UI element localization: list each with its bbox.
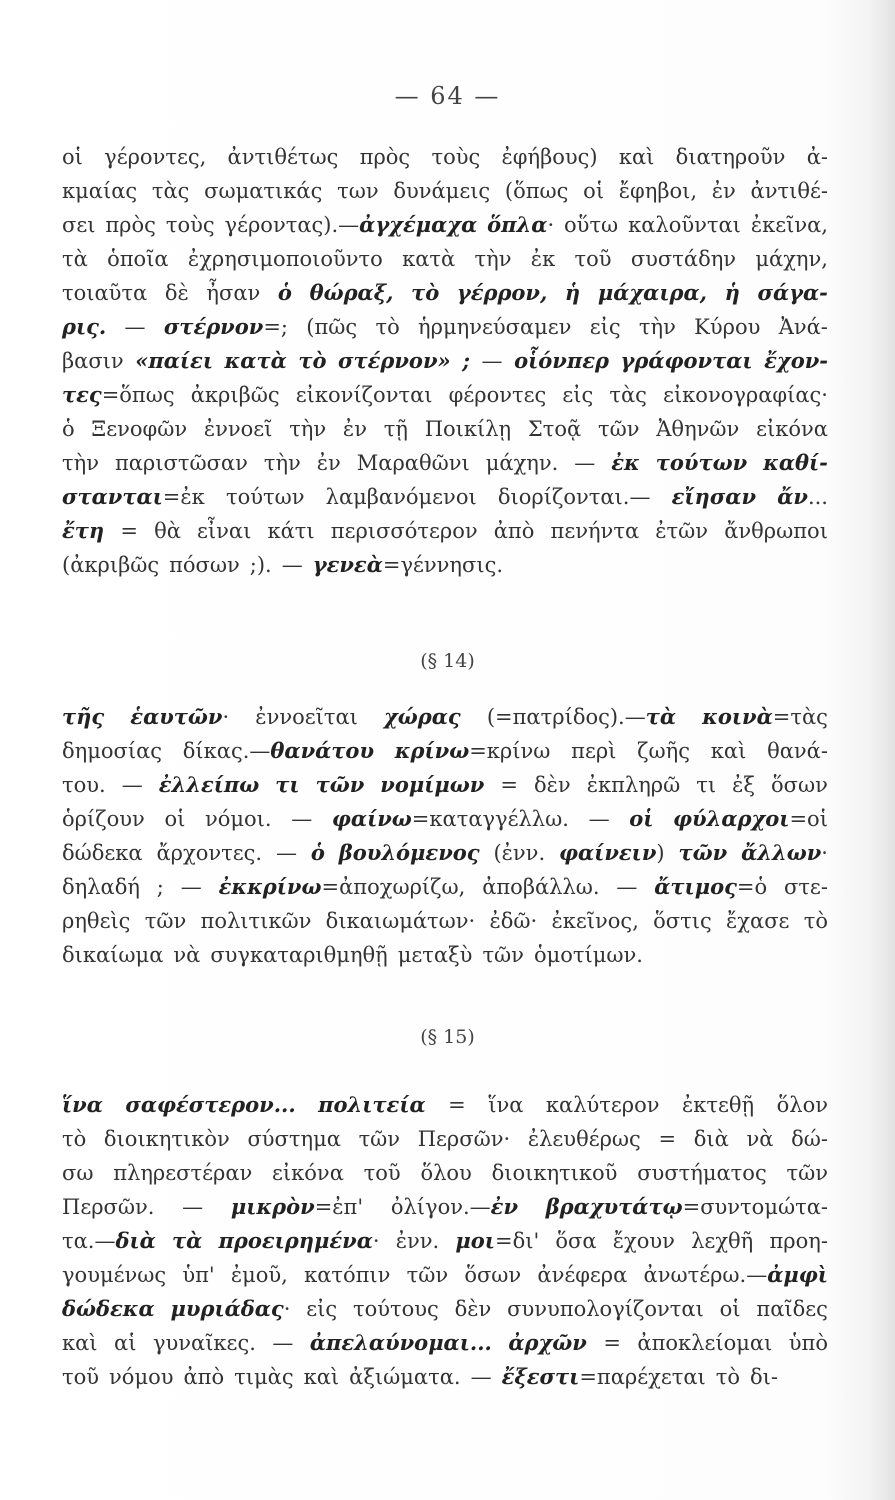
word: μάχην, bbox=[755, 247, 828, 271]
word: τες=ὅπως bbox=[62, 382, 175, 407]
text-line bbox=[62, 938, 828, 972]
word: δηλαδή bbox=[62, 875, 140, 899]
word: ἐλλείπω bbox=[158, 772, 260, 797]
word: ὅλου bbox=[420, 1161, 472, 1185]
word: ὁ bbox=[62, 417, 75, 441]
word: — bbox=[121, 773, 143, 797]
word: ;). bbox=[249, 553, 272, 577]
word: Ποικίλῃ bbox=[424, 417, 512, 441]
word: ἐν bbox=[711, 179, 736, 203]
word: στανται=ἐκ bbox=[62, 484, 205, 509]
text-line bbox=[62, 904, 828, 938]
word: εἰκόνα bbox=[756, 417, 828, 441]
word: τὸ bbox=[375, 315, 400, 339]
word: θανά- bbox=[767, 739, 828, 763]
word: «παίει bbox=[135, 348, 213, 373]
word: (=πατρίδος).—τὰ bbox=[486, 704, 677, 729]
word: τα.—διὰ bbox=[62, 1228, 156, 1253]
word: τιμὰς bbox=[234, 1365, 294, 1389]
word: φύλαρχοι=οἱ bbox=[673, 806, 828, 831]
text-line bbox=[62, 1292, 828, 1326]
word: ἀξιώματα. bbox=[349, 1365, 461, 1389]
word: ἀντιθέτως bbox=[227, 145, 339, 169]
word: δὲν bbox=[454, 1297, 492, 1321]
word: στέρνον=; bbox=[163, 314, 288, 339]
word: Ἀνά- bbox=[778, 315, 828, 339]
word: ὀλίγον.—ἐν bbox=[390, 1194, 519, 1219]
word: μάχην. bbox=[485, 451, 559, 475]
word: τοιαῦτα bbox=[62, 281, 148, 305]
text-line bbox=[62, 140, 828, 174]
word: ὁρίζουν bbox=[62, 807, 145, 831]
word: πόσων bbox=[169, 553, 240, 577]
text-line bbox=[62, 480, 828, 514]
word: φαίνω=καταγγέλλω. bbox=[331, 806, 569, 831]
text-line bbox=[62, 1190, 828, 1224]
word: τῶν bbox=[315, 772, 365, 797]
word: ἀπὸ bbox=[183, 1365, 225, 1389]
word: τὰ bbox=[62, 247, 88, 271]
word: = bbox=[448, 1093, 466, 1117]
section-heading-14: (§ 14) bbox=[420, 650, 475, 672]
word: καὶ bbox=[618, 145, 655, 169]
word: μεταξὺ bbox=[397, 943, 473, 967]
text-line bbox=[62, 734, 828, 768]
text-line bbox=[62, 446, 828, 480]
word: σάγα- bbox=[757, 280, 828, 305]
word: — bbox=[272, 1331, 294, 1355]
word: κμαίας bbox=[62, 179, 138, 203]
word: τούτων bbox=[655, 450, 748, 475]
word: περὶ bbox=[571, 739, 617, 763]
word: αἱ bbox=[114, 1331, 137, 1355]
word: ἐννοεῖται bbox=[255, 705, 358, 729]
word: ἀπὸ bbox=[493, 519, 535, 543]
page-edge-shadow bbox=[872, 0, 895, 1500]
word: τῶν bbox=[678, 840, 728, 865]
word: συνυπολογίζονται bbox=[507, 1297, 704, 1321]
word: — bbox=[180, 875, 202, 899]
word: ; bbox=[156, 875, 164, 899]
word: γενεὰ=γέννησις. bbox=[312, 552, 504, 577]
word: πληρεστέραν bbox=[113, 1161, 253, 1185]
word: — bbox=[291, 807, 313, 831]
word: βραχυτάτῳ=συντομώτα- bbox=[545, 1194, 828, 1219]
text-line bbox=[62, 242, 828, 276]
word: τὴν bbox=[638, 315, 676, 339]
text-line bbox=[62, 802, 828, 836]
text-line bbox=[62, 412, 828, 446]
word: ; bbox=[462, 348, 470, 373]
word: νόμου bbox=[109, 1365, 174, 1389]
word: τὴν bbox=[62, 451, 99, 475]
word: τῶν bbox=[482, 943, 524, 967]
word: διοικητικοῦ bbox=[491, 1161, 618, 1185]
commentary-block-3 bbox=[62, 1088, 828, 1394]
word: ὑπ' bbox=[182, 1263, 215, 1287]
word: ἀποκλείομαι bbox=[637, 1331, 773, 1355]
word: οἱ bbox=[719, 1297, 741, 1321]
text-line bbox=[62, 1088, 828, 1122]
text-line bbox=[62, 768, 828, 802]
text-line bbox=[62, 700, 828, 734]
word: ἑαυτῶν· bbox=[130, 704, 230, 729]
word: ἐφήβους) bbox=[501, 145, 598, 169]
word: καλοῦνται bbox=[628, 213, 741, 237]
text-line bbox=[62, 1326, 828, 1360]
word: τῇ bbox=[383, 417, 408, 441]
word: νόμοι. bbox=[204, 807, 272, 831]
text-line bbox=[62, 836, 828, 870]
word: τοὺς bbox=[165, 213, 215, 237]
word: τὸ bbox=[411, 280, 440, 305]
word: ἐν bbox=[342, 417, 367, 441]
word: κοινὰ=τὰς bbox=[702, 704, 828, 729]
word: ἐξ bbox=[732, 773, 755, 797]
word: ἐκκρίνω=ἀποχωρίζω, bbox=[218, 874, 466, 899]
word: βουλόμενος bbox=[338, 840, 480, 865]
word: εἰκόνα bbox=[272, 1161, 344, 1185]
word: = bbox=[603, 1331, 621, 1355]
word: = bbox=[500, 773, 518, 797]
word: Μαραθῶνι bbox=[356, 451, 470, 475]
word: των bbox=[337, 179, 379, 203]
word: οἱ bbox=[164, 807, 186, 831]
word: τὴν bbox=[289, 417, 327, 441]
word: τὰς bbox=[609, 383, 647, 407]
word: τὸ bbox=[298, 348, 327, 373]
word: εἰκονογραφίας· bbox=[663, 383, 828, 407]
word: τὰ bbox=[172, 1228, 203, 1253]
word: νὰ bbox=[746, 1127, 774, 1151]
word: ἀ- bbox=[806, 145, 828, 169]
word: τὸ bbox=[715, 1365, 741, 1389]
word: ἀνωτέρω.—ἀμφὶ bbox=[643, 1262, 828, 1287]
word: τούτων bbox=[225, 485, 305, 509]
word: νομίμων bbox=[380, 772, 485, 797]
word: χώρας bbox=[384, 704, 461, 729]
word: μικρὸν=ἐπ' bbox=[230, 1194, 364, 1219]
section-heading-15: (§ 15) bbox=[420, 1026, 475, 1048]
word: ἔξεστι=παρέχεται bbox=[501, 1364, 706, 1389]
word: δικαίωμα bbox=[62, 943, 164, 967]
word: προη- bbox=[769, 1229, 828, 1253]
word: ἡρμηνεύσαμεν bbox=[418, 315, 572, 339]
text-line bbox=[62, 174, 828, 208]
word: οἱ bbox=[583, 179, 605, 203]
word: ἄλλων· bbox=[741, 840, 828, 865]
word: μυριάδας· bbox=[170, 1296, 291, 1321]
word: δὲν bbox=[533, 773, 571, 797]
word: ἐλευθέρως bbox=[527, 1127, 641, 1151]
text-line bbox=[62, 1156, 828, 1190]
word: ἡ bbox=[564, 280, 581, 305]
word: ἔχασε bbox=[726, 909, 790, 933]
word: περισσότερον bbox=[330, 519, 478, 543]
word: ἀκριβῶς bbox=[190, 383, 280, 407]
word: ρις. bbox=[62, 314, 107, 339]
word: ἄτιμος=ὁ bbox=[654, 874, 768, 899]
word: σαφέστερον... bbox=[125, 1092, 296, 1117]
word: κατὰ bbox=[402, 247, 456, 271]
text-line bbox=[62, 1224, 828, 1258]
word: = bbox=[120, 519, 138, 543]
word: τὸ bbox=[803, 909, 828, 933]
word: φαίνειν) bbox=[559, 840, 665, 865]
word: τῶν bbox=[406, 1263, 449, 1287]
word: ἐκ bbox=[530, 247, 556, 271]
word: γέροντες, bbox=[104, 145, 207, 169]
word: τοῦ bbox=[363, 1161, 401, 1185]
word: — bbox=[588, 807, 610, 831]
word: τὴν bbox=[474, 247, 512, 271]
word: = bbox=[658, 1127, 677, 1151]
word: ἐτῶν bbox=[655, 519, 709, 543]
word: — bbox=[182, 1195, 204, 1219]
word: πρὸς bbox=[359, 145, 411, 169]
word: οἷόνπερ bbox=[514, 348, 609, 373]
word: — bbox=[470, 1365, 492, 1389]
word: στε- bbox=[783, 875, 828, 899]
word: καὶ bbox=[62, 1331, 98, 1355]
word: κατὰ bbox=[224, 348, 287, 373]
text-line bbox=[62, 276, 828, 310]
word: δίκας.—θανάτου bbox=[182, 738, 375, 763]
word: λαμβανόμενοι bbox=[325, 485, 477, 509]
word: ρηθεὶς bbox=[62, 909, 131, 933]
word: συστήματος bbox=[637, 1161, 767, 1185]
word: ὁ bbox=[310, 840, 325, 865]
word: παῖδες bbox=[756, 1297, 828, 1321]
word: γέροντας).—ἀγχέμαχα bbox=[224, 212, 478, 237]
word: ἵνα bbox=[488, 1093, 524, 1117]
word: τοὺς bbox=[431, 145, 481, 169]
word: θώραξ, bbox=[309, 280, 394, 305]
word: κατόπιν bbox=[304, 1263, 391, 1287]
word: ὑπὸ bbox=[788, 1331, 828, 1355]
word: ἵνα bbox=[62, 1092, 103, 1117]
word: ἡ bbox=[724, 280, 740, 305]
word: βασιν bbox=[62, 349, 124, 373]
text-line bbox=[62, 1360, 828, 1394]
text-line bbox=[62, 514, 828, 548]
word: ἐκεῖνα, bbox=[750, 213, 828, 237]
word: ὅστις bbox=[653, 909, 712, 933]
word: τῆς bbox=[62, 704, 105, 729]
word: τοῦ bbox=[62, 1365, 100, 1389]
word: λεχθῆ bbox=[691, 1229, 754, 1253]
word: ἐδῶ· bbox=[489, 909, 538, 933]
word: ἐχρησιμοποιοῦντο bbox=[187, 247, 383, 271]
word: ἐμοῦ, bbox=[230, 1263, 288, 1287]
word: ὅσων bbox=[464, 1263, 522, 1287]
word: σύστημα bbox=[247, 1127, 341, 1151]
word: τῶν bbox=[358, 1127, 401, 1151]
word: ἐκπληρῶ bbox=[586, 773, 681, 797]
word: — bbox=[574, 451, 596, 475]
word: ἐκεῖνος, bbox=[551, 909, 639, 933]
word: τῶν bbox=[597, 417, 640, 441]
word: τῶν bbox=[144, 909, 187, 933]
word: στέρνον» bbox=[338, 348, 451, 373]
word: (ὅπως bbox=[504, 179, 569, 203]
word: ἀρχῶν bbox=[508, 1330, 587, 1355]
word: (ἐνν. bbox=[493, 841, 546, 865]
word: του. bbox=[62, 773, 106, 797]
word: τὰς bbox=[151, 179, 190, 203]
commentary-block-1 bbox=[62, 140, 828, 582]
word: γράφονται bbox=[620, 348, 753, 373]
word: Ἀθηνῶν bbox=[656, 417, 740, 441]
word: εἰκονίζονται bbox=[295, 383, 433, 407]
word: ὁ bbox=[277, 280, 292, 305]
word: ὅσα bbox=[555, 1229, 597, 1253]
word: τὴν bbox=[263, 451, 301, 475]
word: — bbox=[616, 875, 638, 899]
word: εἰς bbox=[589, 315, 621, 339]
word: ἐκτεθῇ bbox=[682, 1093, 755, 1117]
text-line bbox=[62, 870, 828, 904]
word: ἄν... bbox=[777, 484, 828, 509]
commentary-block-2 bbox=[62, 700, 828, 972]
word: δημοσίας bbox=[62, 739, 163, 763]
word: συγκαταριθμηθῇ bbox=[210, 943, 388, 967]
word: δώδεκα bbox=[62, 1296, 155, 1321]
word: (πῶς bbox=[306, 315, 358, 339]
word: μάχαιρα, bbox=[597, 280, 707, 305]
word: ἐκ bbox=[611, 450, 640, 475]
word: σω bbox=[62, 1161, 94, 1185]
word: παριστῶσαν bbox=[114, 451, 248, 475]
word: ἔχουν bbox=[612, 1229, 675, 1253]
word: ἀπελαύνομαι... bbox=[309, 1330, 492, 1355]
word: ἦσαν bbox=[206, 281, 261, 305]
word: εἰς bbox=[562, 383, 594, 407]
word: οἱ bbox=[629, 806, 654, 831]
word: εἴησαν bbox=[671, 484, 757, 509]
word: τοῦ bbox=[574, 247, 612, 271]
word: ὅπλα· bbox=[487, 212, 555, 237]
word: ζωῆς bbox=[637, 739, 691, 763]
text-line bbox=[62, 548, 828, 582]
word: — bbox=[124, 315, 146, 339]
word: δὲ bbox=[164, 281, 189, 305]
word: — bbox=[481, 349, 503, 373]
word: διοικητικὸν bbox=[103, 1127, 230, 1151]
word: ἔχον- bbox=[764, 348, 828, 373]
word: τι bbox=[696, 773, 717, 797]
text-line bbox=[62, 1122, 828, 1156]
word: τὸ bbox=[62, 1127, 87, 1151]
word: δι- bbox=[750, 1365, 779, 1389]
word: δώ- bbox=[791, 1127, 828, 1151]
text-line bbox=[62, 344, 828, 378]
word: Στοᾷ bbox=[527, 417, 582, 441]
word: προειρημένα· bbox=[218, 1228, 380, 1253]
word: ἐν bbox=[316, 451, 341, 475]
word: μοι=δι' bbox=[455, 1228, 540, 1253]
word: οὕτω bbox=[564, 213, 619, 237]
word: φέροντες bbox=[448, 383, 547, 407]
word: γέρρον, bbox=[456, 280, 548, 305]
word: (ἀκριβῶς bbox=[62, 553, 160, 577]
page-number: — 64 — bbox=[394, 82, 501, 110]
word: δυνάμεις bbox=[393, 179, 491, 203]
text-line bbox=[62, 378, 828, 412]
word: δώδεκα bbox=[62, 841, 143, 865]
word: εἶναι bbox=[197, 519, 252, 543]
word: τῶν bbox=[786, 1161, 828, 1185]
word: ὅσων bbox=[771, 773, 828, 797]
word: ἔφηβοι, bbox=[618, 179, 698, 203]
word: ἄρχοντες. bbox=[156, 841, 263, 865]
word: γυναῖκες. bbox=[152, 1331, 256, 1355]
word: καλύτερον bbox=[545, 1093, 660, 1117]
word: σει bbox=[62, 213, 96, 237]
word: συστάδην bbox=[630, 247, 737, 271]
word: ἐννοεῖ bbox=[203, 417, 273, 441]
word: — bbox=[281, 553, 303, 577]
word: διὰ bbox=[693, 1127, 729, 1151]
word: καὶ bbox=[303, 1365, 340, 1389]
text-line bbox=[62, 1258, 828, 1292]
word: πενήντα bbox=[550, 519, 640, 543]
word: τούτους bbox=[352, 1297, 439, 1321]
word: πρὸς bbox=[105, 213, 156, 237]
word: καὶ bbox=[710, 739, 747, 763]
word: διορίζονται.— bbox=[497, 485, 651, 509]
text-line bbox=[62, 310, 828, 344]
word: πολιτεία bbox=[318, 1092, 426, 1117]
word: ἀνέφερα bbox=[537, 1263, 628, 1287]
word: κάτι bbox=[267, 519, 315, 543]
word: — bbox=[276, 841, 297, 865]
word: ἀποβάλλω. bbox=[482, 875, 600, 899]
word: κρίνω=κρίνω bbox=[394, 738, 551, 763]
word: Κύρου bbox=[694, 315, 761, 339]
word: Ξενοφῶν bbox=[91, 417, 188, 441]
word: πολιτικῶν bbox=[200, 909, 312, 933]
word: ἄνθρωποι bbox=[724, 519, 828, 543]
word: γουμένως bbox=[62, 1263, 167, 1287]
word: ὁποῖα bbox=[107, 247, 169, 271]
word: τι bbox=[275, 772, 300, 797]
word: ἐνν. bbox=[395, 1229, 440, 1253]
word: ἀντιθέ- bbox=[750, 179, 828, 203]
word: θὰ bbox=[154, 519, 181, 543]
word: καθί- bbox=[763, 450, 828, 475]
word: δικαιωμάτων· bbox=[325, 909, 476, 933]
word: ἔτη bbox=[62, 518, 105, 543]
word: διατηροῦν bbox=[675, 145, 786, 169]
word: οἱ bbox=[62, 145, 83, 169]
text-line bbox=[62, 208, 828, 242]
word: Περσῶν. bbox=[62, 1195, 155, 1219]
word: εἰς bbox=[306, 1297, 338, 1321]
word: ὅλον bbox=[776, 1093, 828, 1117]
word: νὰ bbox=[173, 943, 201, 967]
word: Περσῶν· bbox=[417, 1127, 511, 1151]
word: σωματικάς bbox=[204, 179, 323, 203]
word: ὁμοτίμων. bbox=[533, 943, 643, 967]
